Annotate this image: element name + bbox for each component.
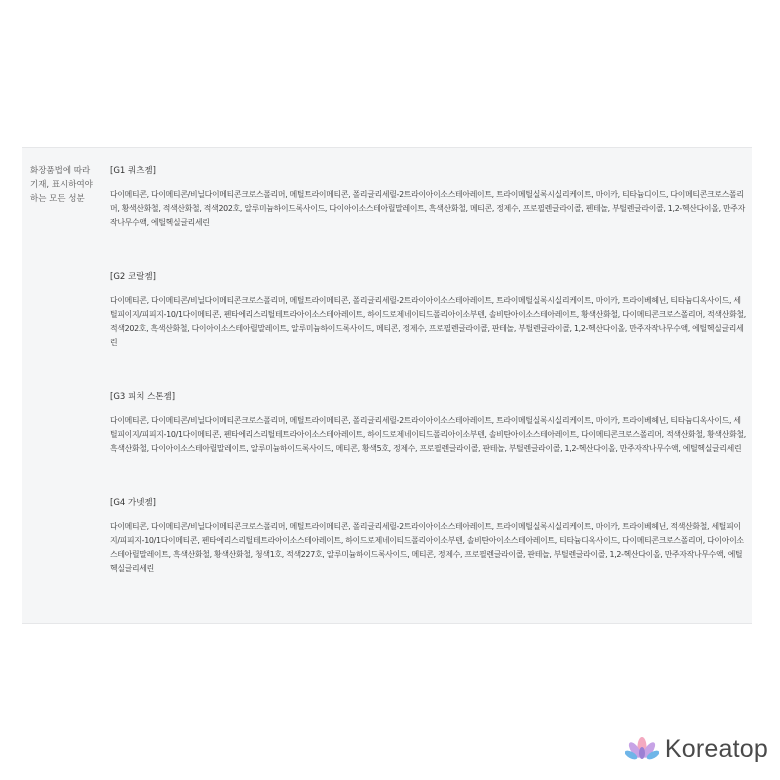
group-title: [G4 가넷젬] <box>110 498 156 508</box>
ingredient-group-g4 <box>110 496 746 576</box>
group-ingredients: 다이메티콘, 다이메티콘/비닐다이메티콘크로스폴리머, 메틸트라이메티콘, 폴리글리세릴-2트라이아이소스테아레이트, 트라이메틸실록시실리케이트, 마이카, 트라이베헤닌, 티타늄디옥사이드, 세틸피이지/피피지-10/1다이메티콘, 펜타에리스리틸테트라아이소스테아레이트, 하이드로제네이티드폴리아이소부텐, 솔비탄아이소스테아레이트, 다이메티콘크로스폴리머, 적색산화철, 황색산화철, 흑색산화철, 다이아이소스테아릴말레이트, 알루미늄하이드록사이드, 메티콘, 황색5호, 정제수, 프로필렌글라이콜, 판테놀, 부틸렌글라이콜, 1,2-헥산다이올, 만주자작나무수액, 에틸헥실글리세린 <box>110 416 746 453</box>
ingredients-label: 화장품법에 따라 기재, 표시하여야 하는 모든 성분 <box>30 166 93 204</box>
group-title: [G2 코랄젬] <box>110 272 156 282</box>
brand-watermark <box>625 732 768 766</box>
ingredients-table <box>22 147 752 624</box>
group-ingredients: 다이메티콘, 다이메티콘/비닐다이메티콘크로스폴리머, 메틸트라이메티콘, 폴리글리세릴-2트라이아이소스테아레이트, 트라이메틸실록시실리케이트, 마이카, 트라이베헤닌, 티타늄디옥사이드, 세틸피이지/피피지-10/1다이메티콘, 펜타에리스리틸테트라아이소스테아레이트, 하이드로제네이티드폴리아이소부텐, 솔비탄아이소스테아레이트, 황색산화철, 다이메티콘크로스폴리머, 적색산화철, 적색202호, 흑색산화철, 다이아이소스테아릴말레이트, 알루미늄하이드록사이드, 메티콘, 정제수, 프로필렌글라이콜, 판테놀, 부틸렌글라이콜, 1,2-헥산다이올, 만주자작나무수액, 에틸헥실글리세린 <box>110 296 746 347</box>
ingredient-group-g1 <box>110 164 746 230</box>
ingredients-content <box>110 164 746 616</box>
brand-name: Koreatop <box>664 734 768 763</box>
group-ingredients: 다이메티콘, 다이메티콘/비닐다이메티콘크로스폴리머, 메틸트라이메티콘, 폴리글리세릴-2트라이아이소스테아레이트, 트라이메틸실록시실리케이트, 마이카, 티타늄디이드, 다이메티콘크로스폴리머, 황색산화철, 적색산화철, 적색202호, 알루미늄하이드록사이드, 다이아이소스테아릴말레이트, 흑색산화철, 메티콘, 정제수, 프로필렌글라이콜, 펜테놀, 부틸렌글라이콜, 1,2-헥산다이올, 만주자작나무수액, 에틸헥실글리세린 <box>110 190 745 227</box>
group-title: [G3 피치 스톤젬] <box>110 392 176 402</box>
ingredient-group-g3 <box>110 390 746 456</box>
lotus-icon <box>625 736 659 762</box>
group-title: [G1 쿼츠젬] <box>110 166 156 176</box>
group-ingredients: 다이메티콘, 다이메티콘/비닐다이메티콘크로스폴리머, 메틸트라이메티콘, 폴리글리세릴-2트라이아이소스테아레이트, 트라이메틸실록시실리케이트, 마이카, 트라이베헤닌, 적색산화철, 세틸피이지/피피지-10/1다이메티콘, 펜타에리스리틸테트라아이소스테아레이트, 하이드로제네이티드폴리아이소부텐, 솔비탄아이소스테아레이트, 티타늄디옥사이드, 다이메티콘크로스폴리머, 다이아이소스테아릴말레이트, 흑색산화철, 황색산화철, 청색1호, 적색227호, 알루미늄하이드록사이드, 메티콘, 정제수, 프로필렌글라이콜, 판테놀, 부틸렌글라이콜, 1,2-헥산다이올, 만주자작나무수액, 에틸헥실글리세린 <box>110 522 744 573</box>
ingredient-group-g2 <box>110 270 746 350</box>
